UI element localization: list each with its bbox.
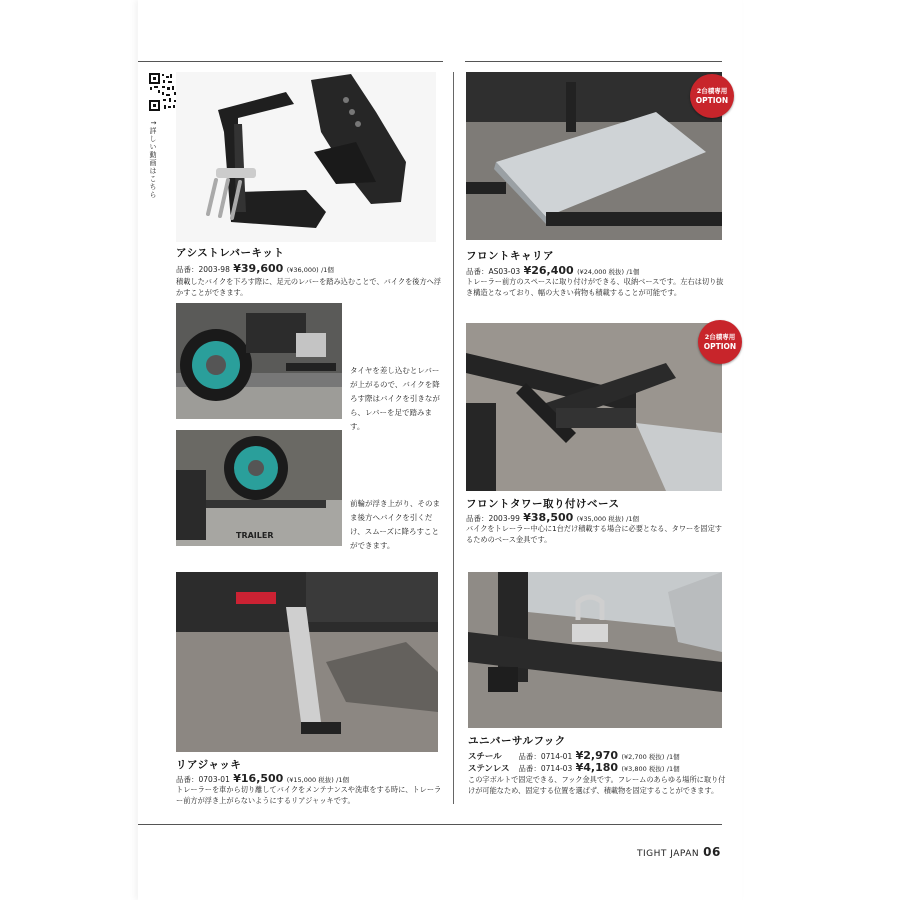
tax-price: (¥15,000 税抜) — [286, 776, 334, 784]
universal-hook-photo — [468, 572, 722, 728]
unit: /1個 — [626, 268, 640, 276]
front-carrier-desc: トレーラー前方のスペースに取り付けができる、収納ベースです。左右は切り抜き構造となっており、幅の大きい荷物も積載することが可能です。 — [466, 277, 724, 297]
price: ¥38,500 — [523, 511, 574, 524]
price: ¥2,970 — [575, 749, 619, 762]
front-tower-desc: バイクをトレーラー中心に1台だけ積載する場合に必要となる、タワーを固定するためのベース金具です。 — [466, 524, 722, 544]
variant-label: ステンレス — [468, 764, 510, 774]
hook-stainless-line — [468, 761, 680, 774]
assist-lever-price-line — [176, 262, 334, 275]
tax-price: (¥3,800 税抜) — [621, 765, 665, 773]
tax-price: (¥35,000 税抜) — [576, 515, 624, 523]
brand-name: TIGHT JAPAN — [637, 849, 700, 859]
tax-price: (¥36,000) — [286, 266, 319, 274]
unit: /1個 — [626, 515, 639, 523]
price: ¥16,500 — [233, 772, 284, 785]
product-code: 2003-99 — [488, 514, 520, 523]
qr-note: ↑詳しい動画はこちら — [149, 120, 157, 199]
price: ¥26,400 — [523, 264, 574, 277]
unit: /1個 — [666, 765, 680, 773]
front-tower-title: フロントタワー取り付けベース — [466, 498, 620, 510]
step1-photo — [176, 303, 342, 419]
rear-jack-photo — [176, 572, 438, 752]
product-code: 0703-01 — [198, 775, 230, 784]
product-code: AS03-03 — [488, 267, 521, 276]
product-code: 品番：0714-01 — [518, 752, 573, 761]
unit: /1個 — [321, 266, 334, 274]
variant-label: スチール — [468, 752, 502, 762]
step2-caption: 前輪が浮き上がり、そのまま後方へバイクを引くだけ、スムーズに降ろすことができます。 — [350, 499, 440, 550]
assist-lever-desc: 積載したバイクを下ろす際に、足元のレバーを踏み込むことで、バイクを後方へ浮かすことができます。 — [176, 277, 442, 297]
top-rule — [138, 61, 443, 62]
option-badge-1: 2台積専用 OPTION — [690, 74, 734, 118]
unit: /1個 — [336, 776, 349, 784]
tax-price: (¥2,700 税抜) — [621, 753, 665, 761]
rear-jack-desc: トレーラーを車から切り離してバイクをメンテナンスや洗車をする時に、トレーラー前方が浮き上がらないようにするリアジャッキです。 — [176, 785, 442, 805]
step2-photo — [176, 430, 342, 546]
price: ¥39,600 — [233, 262, 284, 275]
assist-lever-title: アシストレバーキット — [176, 247, 285, 259]
column-divider — [453, 72, 454, 804]
universal-hook-desc: この字ボルトで固定できる、フック金具です。フレームのあらゆる場所に取り付けが可能なため、固定する位置を選ばず、積載物を固定することができます。 — [468, 775, 726, 795]
code-label: 品番： — [466, 514, 489, 523]
unit: /1個 — [666, 753, 680, 761]
top-rule-right — [465, 61, 722, 62]
page-footer — [637, 845, 721, 859]
option-badge-2: 2台積専用 OPTION — [698, 320, 742, 364]
code-label: 品番： — [176, 775, 199, 784]
universal-hook-title: ユニバーサルフック — [468, 735, 566, 747]
page-number: 06 — [703, 845, 721, 859]
rear-jack-title: リアジャッキ — [176, 759, 242, 771]
code-label: 品番： — [176, 265, 199, 274]
svg-text:TRAILER: TRAILER — [236, 531, 274, 540]
step1-caption: タイヤを差し込むとレバーが上がるので、バイクを降ろす際はバイクを引きながら、レバーを足で踏みます。 — [350, 366, 440, 431]
assist-lever-photo — [176, 72, 436, 242]
code-label: 品番： — [466, 267, 489, 276]
front-carrier-photo — [466, 72, 722, 240]
bottom-rule — [138, 824, 722, 825]
tax-price: (¥24,000 税抜) — [577, 268, 625, 276]
product-code: 2003-98 — [198, 265, 230, 274]
front-carrier-title: フロントキャリア — [466, 250, 554, 262]
price: ¥4,180 — [575, 761, 619, 774]
front-tower-photo — [466, 323, 722, 491]
product-code: 品番：0714-03 — [518, 764, 573, 773]
